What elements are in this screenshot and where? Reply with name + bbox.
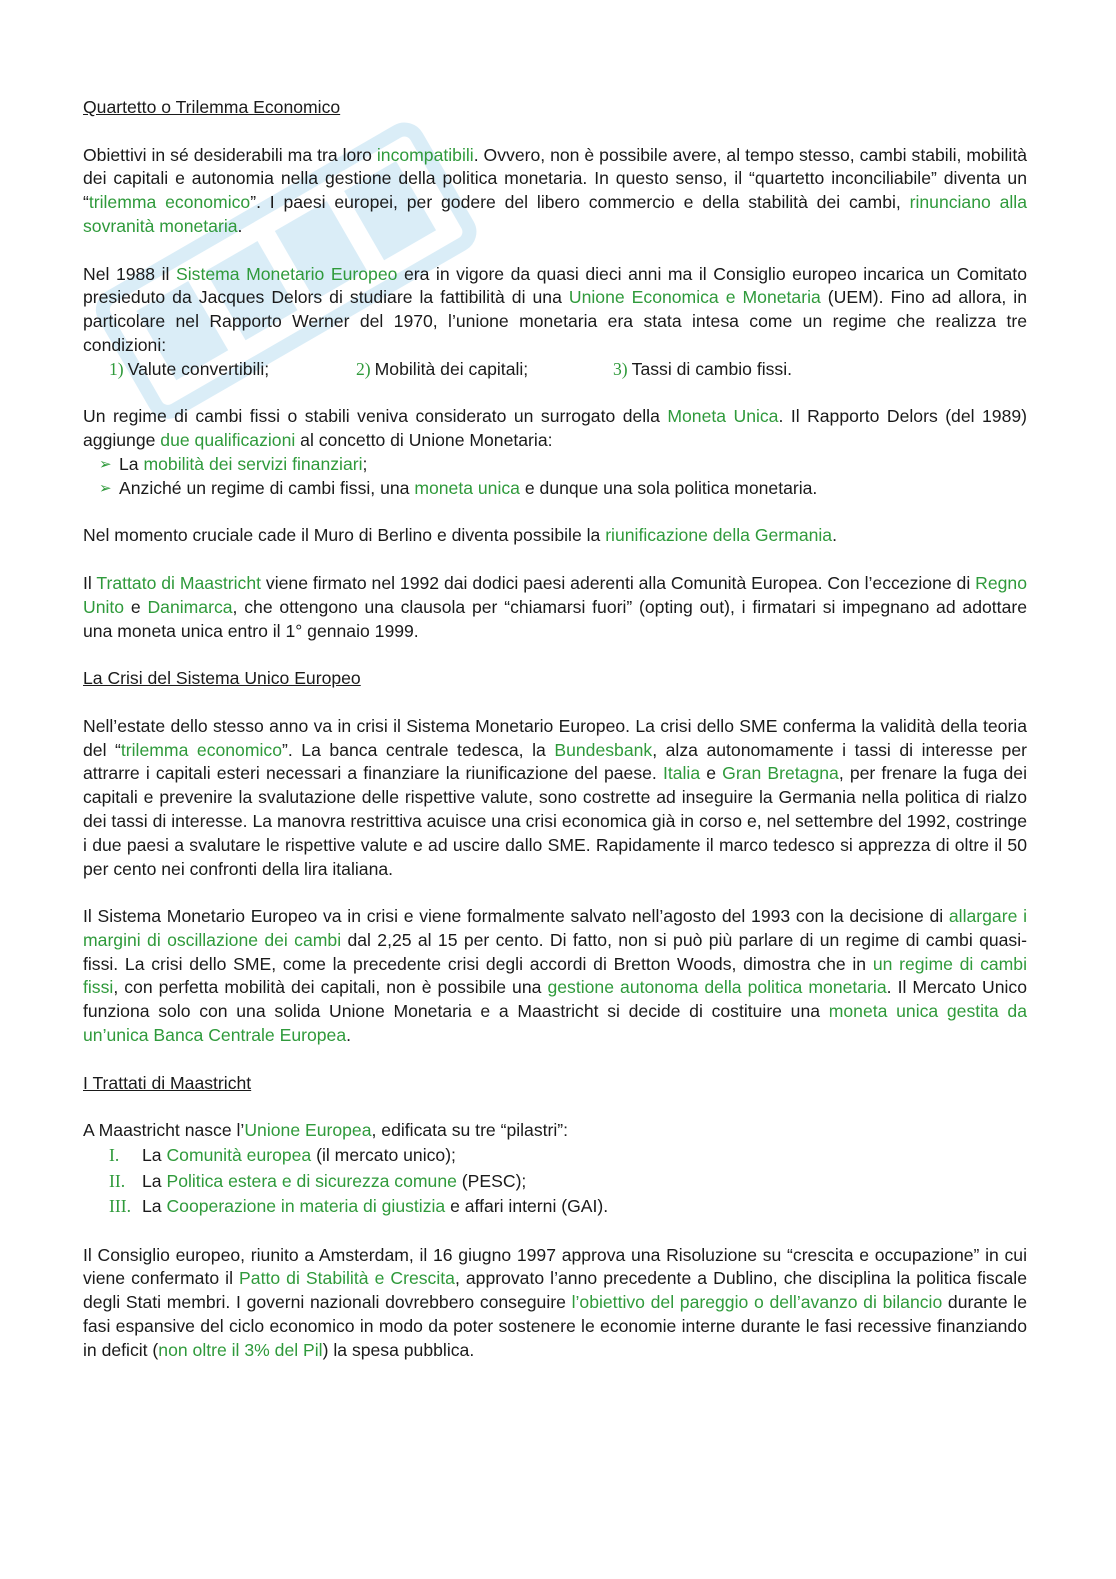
paragraph-amsterdam-1997: Il Consiglio europeo, riunito a Amsterdam, il 16 giugno 1997 approva una Risoluzione su “crescita e occupazione” in cui viene confermato il Patto di Stabilità e Crescita, approvato l’anno precedente a Dublino, che disciplina la politica fiscale degli Stati membri. I governi nazionali dovrebbero conseguire l’obiettivo del pareggio o dell’avanzo di bilancio durante le fasi espansive del ciclo economico in modo da poter sostenere le economie interne durante le fasi recessive finanziando in deficit (non oltre il 3% del Pil) la spesa pubblica.	[83, 1244, 1027, 1360]
paragraph-agosto-1993: Il Sistema Monetario Europeo va in crisi e viene formalmente salvato nell’agosto del 1993 con la decisione di allargare i margini di oscillazione dei cambi dal 2,25 al 15 per cento. Di fatto, non si può più parlare di un regime di cambi quasi-fissi. La crisi dello SME, come la precedente crisi degli accordi di Bretton Woods, dimostra che in un regime di cambi fissi, con perfetta mobilità dei capitali, non è possibile una gestione autonoma della politica monetaria. Il Mercato Unico funziona solo con una solida Unione Monetaria e a Maastricht si decide di costituire una moneta unica gestita da un’unica Banca Centrale Europea.	[83, 906, 1028, 1046]
paragraph-moneta-unica: Un regime di cambi fissi o stabili veniva considerato un surrogato della Moneta Unica. Il Rapporto Delors (del 1989) aggiunge due qualificazioni al concetto di Unione Monetaria:	[83, 406, 1027, 451]
pillars-list	[109, 1143, 1027, 1220]
section-heading-trilemma: Quartetto o Trilemma Economico	[83, 97, 341, 117]
arrow-bullet-icon: ➢	[99, 455, 112, 473]
list-item: I. La Comunità europea (il mercato unico);	[109, 1144, 456, 1165]
condition-item: 3) Tassi di cambio fissi.	[613, 358, 793, 379]
condition-item: 1) Valute convertibili;	[109, 358, 270, 379]
section-heading-crisi: La Crisi del Sistema Unico Europeo	[83, 668, 361, 689]
paragraph-unione-europea: A Maastricht nasce l’Unione Europea, edificata su tre “pilastri”:	[83, 1120, 569, 1141]
list-item: ➢ La mobilità dei servizi finanziari;	[99, 453, 1027, 477]
list-item: III. La Cooperazione in materia di giustizia e affari interni (GAI).	[109, 1196, 609, 1217]
list-item: ➢ Anziché un regime di cambi fissi, una moneta unica e dunque una sola politica monetaria.	[99, 477, 1027, 501]
paragraph-crisi-sme: Nell’estate dello stesso anno va in crisi il Sistema Monetario Europeo. La crisi dello SME conferma la validità della teoria del “trilemma economico”. La banca centrale tedesca, la Bundesbank, alza autonomamente i tassi di interesse per attrarre i capitali esteri necessari a finanziare la riunificazione del paese. Italia e Gran Bretagna, per frenare la fuga dei capitali e prevenire la svalutazione delle rispettive valute, sono costrette ad inseguire la Germania nella politica di rialzo dei tassi di interesse. La manovra restrittiva acuisce una crisi economica già in corso e, nel settembre del 1992, costringe i due paesi a svalutare le rispettive valute e ad uscire dallo SME. Rapidamente il marco tedesco si apprezza di oltre il 50 per cento nei confronti della lira italiana.	[83, 715, 1027, 879]
paragraph-1988-sme: Nel 1988 il Sistema Monetario Europeo era in vigore da quasi dieci anni ma il Consiglio europeo incarica un Comitato presieduto da Jacques Delors di studiare la fattibilità di una Unione Economica e Monetaria (UEM). Fino ad allora, in particolare nel Rapporto Werner del 1970, l’unione monetaria era stata intesa come un regime che realizza tre condizioni:	[83, 263, 1027, 355]
qualifications-list	[99, 453, 1027, 501]
paragraph-trilemma-intro: Obiettivi in sé desiderabili ma tra loro incompatibili. Ovvero, non è possibile avere, al tempo stesso, cambi stabili, mobilità dei capitali e autonomia nella gestione della politica monetaria. In questo senso, il “quartetto inconciliabile” diventa un “trilemma economico”. I paesi europei, per godere del libero commercio e della stabilità dei cambi, rinunciano alla sovranità monetaria.	[83, 144, 1027, 236]
list-item: II. La Politica estera e di sicurezza comune (PESC);	[109, 1170, 527, 1191]
document-page	[83, 96, 1027, 1386]
paragraph-muro-berlino: Nel momento cruciale cade il Muro di Berlino e diventa possibile la riunificazione della Germania.	[83, 525, 837, 546]
condition-item: 2) Mobilità dei capitali;	[356, 358, 529, 379]
arrow-bullet-icon: ➢	[99, 479, 112, 497]
paragraph-trattato-maastricht: Il Trattato di Maastricht viene firmato nel 1992 dai dodici paesi aderenti alla Comunità Europea. Con l’eccezione di Regno Unito e Danimarca, che ottengono una clausola per “chiamarsi fuori” (opting out), i firmatari si impegnano ad adottare una moneta unica entro il 1° gennaio 1999.	[83, 572, 1028, 641]
conditions-list	[109, 358, 1027, 382]
section-heading-trattati: I Trattati di Maastricht	[83, 1072, 252, 1093]
